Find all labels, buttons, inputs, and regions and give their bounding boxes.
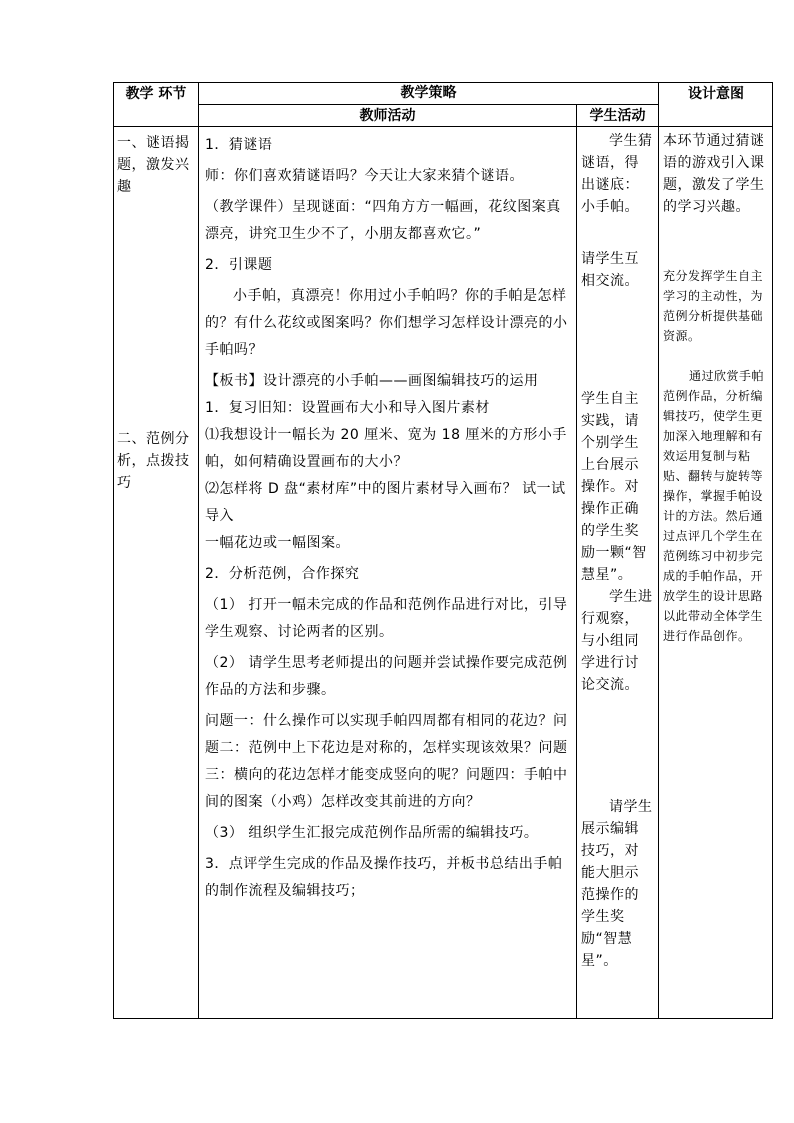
- teacher-activity: 1．猜谜语 师：你们喜欢猜谜语吗？今天让大家来猜个谜语。 （教学课件）呈现谜面：“四角方方一幅画，花纹图案真漂亮，讲究卫生少不了，小朋友都喜欢它。” 2．引课题 小手帕，真漂亮！你用过小手帕吗？你的手帕是怎样的？有什么花纹或图案吗？你们想学习怎样设计漂亮的小手帕吗？ 【板书】设计漂亮的小手帕——画图编辑技巧的运用 1．复习旧知：设置画布大小和导入图片素材 ⑴我想设计一幅长为 20 厘米、宽为 18 厘米的方形小手帕，如何精确设置画布的大小？ ⑵怎样将 D 盘“素材库”中的图片素材导入画布？ 试一试导入 一幅花边或一幅图案。 2．分析范例，合作探究 （1） 打开一幅未完成的作品和范例作品进行对比，引导学生观察、讨论两者的区别。 （2） 请学生思考老师提出的问题并尝试操作要完成范例作品的方法和步骤。 问题一：什么操作可以实现手帕四周都有相同的花边？问题二：范例中上下花边是对称的，怎样实现该效果？问题三：横向的花边怎样才能变成竖向的呢？问题四：手帕中间的图案（小鸡）怎样改变其前进的方向？ （3） 组织学生汇报完成范例作品所需的编辑技巧。 3．点评学生完成的作品及操作技巧，并板书总结出手帕的制作流程及编辑技巧；: [205, 137, 568, 899]
- header-student-activity: 学生活动: [589, 108, 646, 124]
- student-activity: 学生猜谜语，得出谜底：小手帕。 请学生互相交流。 学生自主实践，请个别学生上台展示操作。对操作正确的学生奖励一颗“智慧星”。 学生进行观察，与小组同学进行讨论交流。 请学生展示编辑技巧，对能大胆示范操作的学生奖励“智慧星”。: [581, 133, 653, 969]
- stage-1: 一、谜语揭题，激发兴趣: [117, 135, 190, 195]
- lesson-plan-table: [113, 82, 773, 1019]
- header-stage: 教学 环节: [125, 86, 187, 102]
- header-design-intent: 设计意图: [688, 86, 744, 102]
- stage-2: 二、范例分析，点拨技巧: [117, 431, 190, 491]
- header-strategy: 教学策略: [400, 85, 457, 101]
- header-teacher-activity: 教师活动: [359, 108, 416, 124]
- design-intent: 本环节通过猜谜语的游戏引入课题，激发了学生的学习兴趣。 充分发挥学生自主学习的主动性，为范例分析提供基础资源。 通过欣赏手帕范例作品，分析编辑技巧，使学生更加深入地理解和有效运用复制与粘贴、翻转与旋转等操作，掌握手帕设计的方法。然后通过点评几个学生在范例练习中初步完成的手帕作品，开放学生的设计思路以此带动全体学生进行作品创作。: [663, 133, 765, 643]
